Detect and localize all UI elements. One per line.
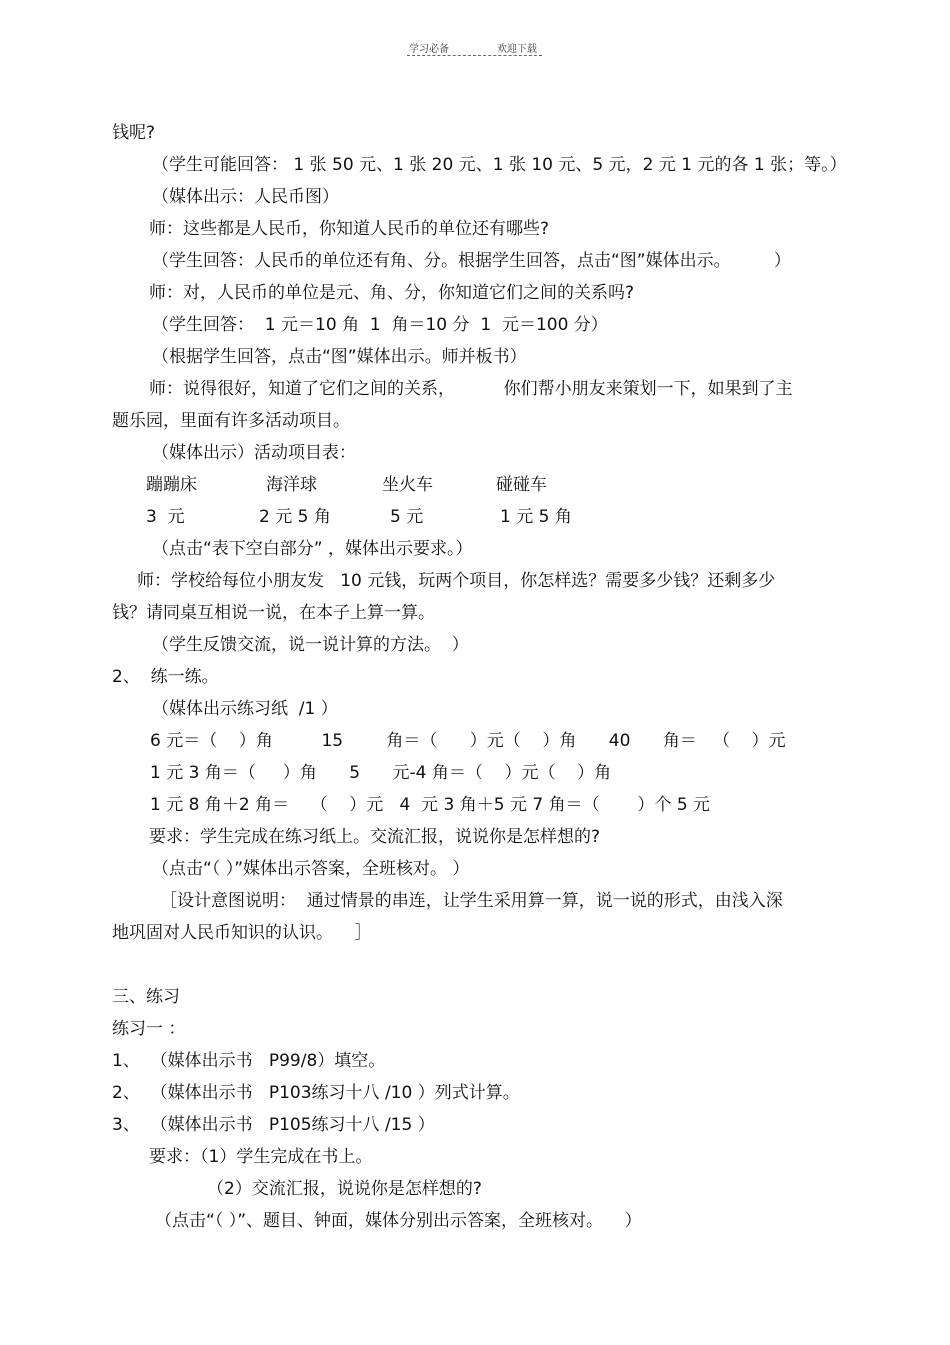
activity-price: 2 元 5 角 <box>259 507 331 527</box>
exercise-line: 1 元 8 角＋2 角＝ （ ）元 4 元 3 角＋5 元 7 角＝（ ）个 5 元 <box>150 795 711 815</box>
text-line: （2）交流汇报，说说你是怎样想的? <box>207 1179 482 1199</box>
text-line: 地巩固对人民币知识的认识。 ］ <box>112 923 372 943</box>
text-line: 钱呢? <box>112 123 156 143</box>
text-line: （根据学生回答，点击“图”媒体出示。师并板书） <box>152 347 527 367</box>
text-line: （点击“（ ）”、题目、钟面，媒体分别出示答案，全班核对。 ） <box>155 1211 642 1231</box>
list-item: 2、 （媒体出示书 P103练习十八 /10 ）列式计算。 <box>112 1083 520 1103</box>
text-line: 要求：学生完成在练习纸上。交流汇报，说说你是怎样想的? <box>149 827 601 847</box>
activity-name: 碰碰车 <box>496 475 547 495</box>
header-left: 学习必备 <box>409 44 449 55</box>
exercise-line: 1 元 3 角＝（ ）角 5 元-4 角＝（ ）元（ ）角 <box>150 763 612 783</box>
text-line: （学生可能回答： 1 张 50 元、1 张 20 元、1 张 10 元、5 元，2 元 1 元的各 1 张；等。） <box>152 155 847 175</box>
text-line: （学生回答： 1 元＝10 角 1 角＝10 分 1 元＝100 分） <box>152 315 608 335</box>
list-item: 3、 （媒体出示书 P105练习十八 /15 ） <box>112 1115 435 1135</box>
section-heading: 三、练习 <box>112 987 180 1007</box>
activity-price: 3 元 <box>146 507 185 527</box>
text-line: （点击“（ ）”媒体出示答案，全班核对。 ） <box>152 859 470 879</box>
text-line: （媒体出示）活动项目表： <box>152 443 356 463</box>
text-line: 题乐园，里面有许多活动项目。 <box>112 411 350 431</box>
page-header <box>0 40 950 56</box>
text-line: 练习一 ： <box>112 1019 186 1039</box>
text-line: （点击“表下空白部分” ，媒体出示要求。） <box>152 539 473 559</box>
activity-price: 5 元 <box>390 507 424 527</box>
section-heading: 2、 练一练。 <box>112 667 219 687</box>
text-line: ［设计意图说明： 通过情景的串连，让学生采用算一算，说一说的形式，由浅入深 <box>160 891 783 911</box>
text-line: 师：学校给每位小朋友发 10 元钱，玩两个项目，你怎样选？需要多少钱？还剩多少 <box>137 571 776 591</box>
text-line: 师：这些都是人民币，你知道人民币的单位还有哪些? <box>149 219 550 239</box>
text-line: 钱？请同桌互相说一说，在本子上算一算。 <box>112 603 435 623</box>
text-line: 师：对，人民币的单位是元、角、分，你知道它们之间的关系吗? <box>149 283 635 303</box>
text-line: 师：说得很好，知道了它们之间的关系， 你们帮小朋友来策划一下，如果到了主 <box>149 379 793 399</box>
text-line: 要求：（1）学生完成在书上。 <box>149 1147 373 1167</box>
list-item: 1、 （媒体出示书 P99/8）填空。 <box>112 1051 386 1071</box>
text-line: （学生反馈交流，说一说计算的方法。 ） <box>152 635 469 655</box>
activity-name: 蹦蹦床 <box>146 475 197 495</box>
activity-name: 坐火车 <box>382 475 433 495</box>
header-right: 欢迎下载 <box>497 44 537 55</box>
text-line: （学生回答：人民币的单位还有角、分。根据学生回答，点击“图”媒体出示。 ） <box>152 251 791 271</box>
header-divider <box>407 55 542 56</box>
exercise-line: 6 元＝（ ）角 15 角＝（ ）元（ ）角 40 角＝ （ ）元 <box>150 731 786 751</box>
text-line: （媒体出示练习纸 /1 ） <box>152 699 338 719</box>
activity-name: 海洋球 <box>266 475 317 495</box>
text-line: （媒体出示：人民币图） <box>152 187 339 207</box>
activity-price: 1 元 5 角 <box>500 507 572 527</box>
